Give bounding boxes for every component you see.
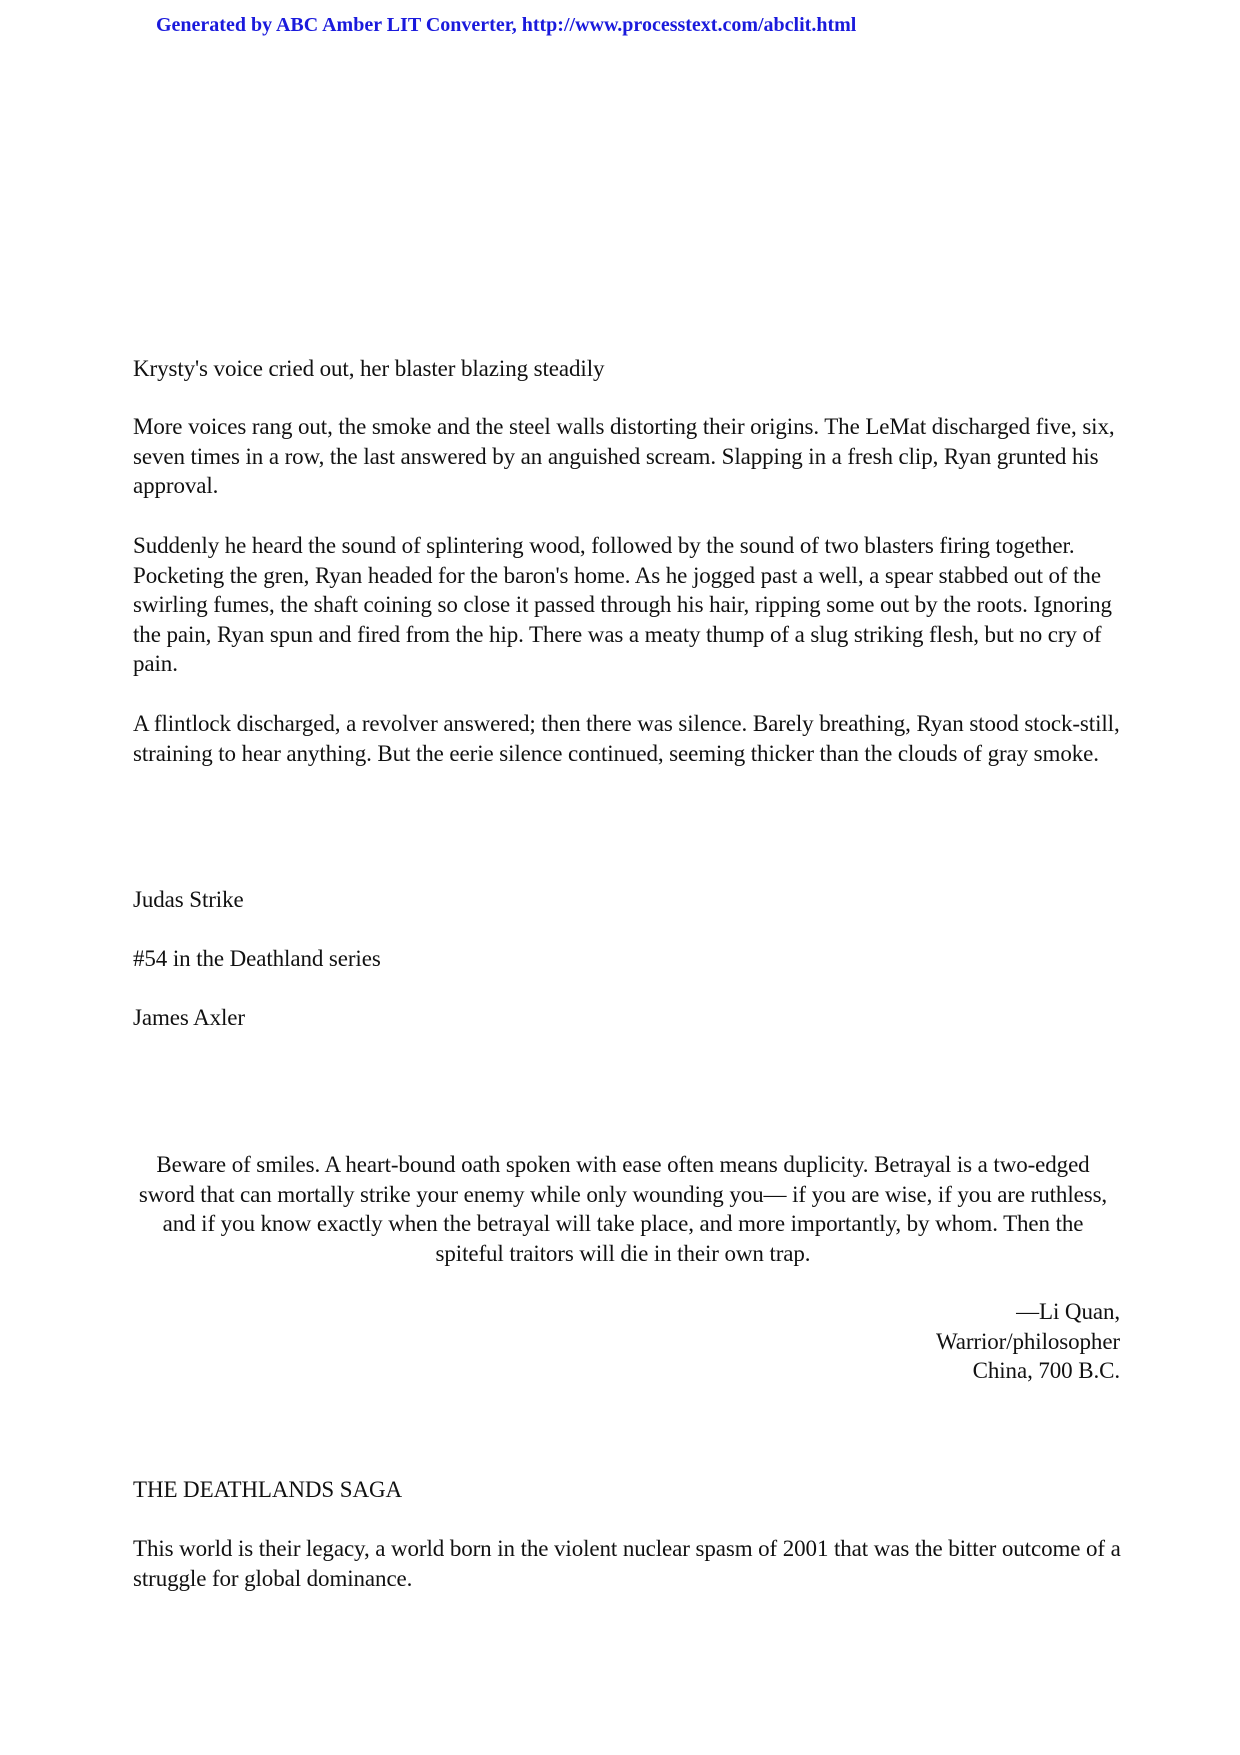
epigraph-quote: Beware of smiles. A heart-bound oath spoken with ease often means duplicity. Betrayal is a two-edged sword that can mortally strike your enemy while only wounding you— if you are wise, if you are ruthless, and if you know exactly when the betrayal will take place, and more importantly, by whom. Then the spiteful traitors will die in their own trap. [138, 1152, 1108, 1266]
saga-intro: This world is their legacy, a world born in the violent nuclear spasm of 2001 that was the bitter outcome of a struggle for global dominance. [133, 1536, 1121, 1591]
book-title: Judas Strike [133, 887, 244, 912]
epigraph-attribution-role: Warrior/philosopher [935, 1329, 1120, 1354]
converter-header-link[interactable]: Generated by ABC Amber LIT Converter, http://www.processtext.com/abclit.html [156, 14, 857, 36]
paragraph-more-voices [126, 412, 1127, 501]
paragraph-text: More voices rang out, the smoke and the steel walls distorting their origins. The LeMat discharged five, six, seven times in a row, the last answered by an anguished scream. Slapping in a fresh clip, Ryan grunted his approval. [133, 414, 1115, 498]
book-author: James Axler [133, 1005, 245, 1030]
epigraph-attribution-name: —Li Quan, [1016, 1299, 1120, 1324]
epigraph-attribution-place: China, 700 B.C. [972, 1358, 1120, 1383]
paragraph-krysty: Krysty's voice cried out, her blaster blazing steadily [133, 356, 605, 381]
paragraph-splintering: Suddenly he heard the sound of splintering wood, followed by the sound of two blasters firing together. Pocketing the gren, Ryan headed for the baron's home. As he jogged past a well, a spear stabbed out of the swirling fumes, the shaft coining so close it passed through his hair, ripping some out by the roots. Ignoring the pain, Ryan spun and fired from the hip. There was a meaty thump of a slug striking flesh, but no cry of pain. [133, 533, 1112, 676]
paragraph-flintlock: A flintlock discharged, a revolver answered; then there was silence. Barely breathing, Ryan stood stock-still, straining to hear anything. But the eerie silence continued, seeming thicker than the clouds of gray smoke. [133, 711, 1120, 766]
saga-heading: THE DEATHLANDS SAGA [133, 1477, 402, 1502]
book-series: #54 in the Deathland series [133, 946, 381, 971]
